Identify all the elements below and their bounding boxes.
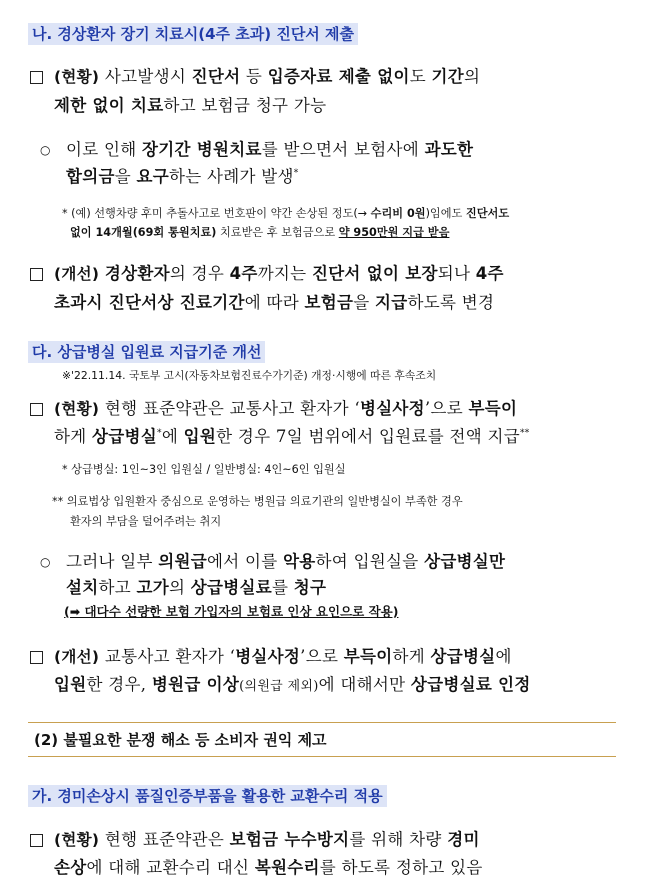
text: (의원급 제외) (239, 679, 319, 694)
text: 제한 없이 치료 (54, 96, 164, 115)
text: * (예) 선행차량 후미 추돌사고로 번호판이 약간 손상된 정도(→ (62, 207, 371, 220)
text: 에 (495, 647, 512, 666)
na-improve-line1 (54, 263, 504, 285)
checkbox-square-icon (30, 651, 43, 664)
text: 보험금 (304, 293, 354, 312)
text: 현행 표준약관은 (104, 830, 230, 849)
text: 손상 (54, 858, 87, 877)
text: 의 경우 (169, 264, 230, 283)
footnote-mark: ** (520, 428, 530, 439)
da-improve-line1 (54, 646, 512, 668)
circle-bullet-icon: ○ (40, 143, 51, 157)
da-effect-consequence: (➡ 대다수 선량한 보험 가입자의 보험료 인상 요인으로 작용) (64, 604, 399, 619)
text: 복원수리 (254, 858, 320, 877)
text: 초과시 진단서상 진료기간 (54, 293, 245, 312)
text: 과도한 (424, 140, 474, 159)
text: 를 받으면서 보험사에 (261, 140, 425, 159)
text: 병실사정 (359, 399, 425, 418)
text: 을 (353, 293, 376, 312)
text: 하게 (392, 647, 431, 666)
text: 입원 (54, 675, 87, 694)
na-improve-line2 (54, 292, 494, 314)
text: 하고 보험금 청구 가능 (163, 96, 327, 115)
na-example-note-line1 (62, 205, 509, 222)
text: 상급병실 (430, 647, 496, 666)
text: 을 (114, 167, 137, 186)
text: 의 (169, 578, 191, 597)
da-current-line1 (54, 398, 517, 420)
na-effect-line1 (66, 139, 473, 161)
text: 입증자료 제출 없이 (267, 67, 410, 86)
checkbox-square-icon (30, 834, 43, 847)
ga-current-line1 (54, 829, 480, 851)
text: 에 대해서만 (318, 675, 411, 694)
text: 기간 (431, 67, 464, 86)
text: 하고 (98, 578, 137, 597)
text: 상급병실 (92, 427, 157, 446)
text: 의 (463, 67, 481, 86)
da-reference-note: ※'22.11.14. 국토부 고시(자동차보험진료수가기준) 개정·시행에 따른 후속조치 (62, 369, 437, 382)
text: 설치 (66, 578, 99, 597)
text: 를 하도록 정하고 있음 (319, 858, 483, 877)
da-current-line2 (54, 426, 530, 448)
text: 치료받은 후 보험금으로 (216, 226, 339, 239)
footnote-mark: * (157, 428, 162, 439)
ga-current-line2 (54, 857, 483, 879)
text: 를 (272, 578, 294, 597)
text: 를 위해 차량 (349, 830, 448, 849)
text: 보험금 누수방지 (229, 830, 350, 849)
current-tag: (현황) (54, 68, 100, 86)
text: 상급병실료 인정 (410, 675, 531, 694)
section-heading-2: (2) 불필요한 분쟁 해소 등 소비자 권익 제고 (28, 722, 616, 757)
text: 에 따라 (244, 293, 305, 312)
text: 장기간 병원치료 (142, 140, 262, 159)
improve-tag: (개선) (54, 648, 100, 666)
text: 하게 (54, 427, 93, 446)
text: 등 (240, 67, 268, 86)
da-effect-line2 (66, 577, 326, 599)
text: 고가 (136, 578, 169, 597)
text: 합의금 (66, 167, 115, 186)
section-heading-da: 다. 상급병실 입원료 지급기준 개선 (28, 341, 265, 363)
text: 병실사정 (235, 647, 301, 666)
text: 현행 표준약관은 교통사고 환자가 ‘ (104, 399, 360, 418)
text: 그러나 일부 (66, 552, 159, 571)
text: ’으로 (300, 647, 344, 666)
text: 지급 (375, 293, 408, 312)
text: 약 950만원 지급 받음 (338, 226, 450, 239)
text: 상급병실료 (190, 578, 272, 597)
text: 하는 사례가 발생 (169, 167, 294, 186)
text: 도 (409, 67, 432, 86)
da-footnote-1: * 상급병실: 1인~3인 입원실 / 일반병실: 4인~6인 입원실 (62, 463, 346, 476)
text: 되나 (437, 264, 476, 283)
checkbox-square-icon (30, 71, 43, 84)
text: 하여 입원실을 (315, 552, 425, 571)
na-current-line1 (54, 66, 480, 88)
current-tag: (현황) (54, 400, 100, 418)
na-effect-line2 (66, 166, 299, 188)
da-improve-line2 (54, 674, 531, 698)
circle-bullet-icon: ○ (40, 555, 51, 569)
text: 병원급 이상 (151, 675, 240, 694)
text: 상급병실만 (424, 552, 506, 571)
checkbox-square-icon (30, 268, 43, 281)
section-heading-na: 나. 경상환자 장기 치료시(4주 초과) 진단서 제출 (28, 23, 358, 45)
text: 경상환자 (104, 264, 170, 283)
text: 4주 (475, 264, 504, 283)
text: 한 경우, (86, 675, 152, 694)
text: )임에도 (425, 207, 466, 220)
text: 에 대해 교환수리 대신 (86, 858, 255, 877)
text: 진단서도 (465, 207, 510, 220)
text: 한 경우 7일 범위에서 입원료를 전액 지급 (216, 427, 520, 446)
text: 입원 (183, 427, 217, 446)
text: 에 (161, 427, 184, 446)
text: 경미 (447, 830, 480, 849)
na-example-note-line2 (70, 224, 449, 241)
section-heading-ga: 가. 경미손상시 품질인증부품을 활용한 교환수리 적용 (28, 785, 387, 807)
text: 교통사고 환자가 ‘ (104, 647, 236, 666)
da-footnote-2-line1: ** 의료법상 입원환자 중심으로 운영하는 병원급 의료기관의 일반병실이 부족한 경우 (52, 495, 463, 508)
text: 부득이 (468, 399, 518, 418)
da-footnote-2-line2: 환자의 부담을 덜어주려는 취지 (70, 515, 222, 528)
text: 청구 (293, 578, 327, 597)
footnote-mark: * (293, 168, 299, 179)
text: ’으로 (424, 399, 469, 418)
text: 악용 (283, 552, 316, 571)
text: 이로 인해 (66, 140, 143, 159)
text: 요구 (136, 167, 169, 186)
da-effect-line1 (66, 551, 505, 573)
text: 없이 14개월(69회 통원치료) (70, 226, 217, 239)
text: 부득이 (343, 647, 393, 666)
text: 진단서 없이 보장 (311, 264, 438, 283)
na-current-line2 (54, 95, 326, 117)
improve-tag: (개선) (54, 265, 100, 283)
text: 하도록 변경 (407, 293, 495, 312)
text: 의원급 (158, 552, 208, 571)
checkbox-square-icon (30, 403, 43, 416)
text: 4주 (229, 264, 258, 283)
text: 사고발생시 (104, 67, 192, 86)
current-tag: (현황) (54, 831, 100, 849)
text: 진단서 (191, 67, 241, 86)
text: 수리비 0원 (370, 207, 426, 220)
text: 까지는 (257, 264, 312, 283)
text: 에서 이를 (207, 552, 284, 571)
